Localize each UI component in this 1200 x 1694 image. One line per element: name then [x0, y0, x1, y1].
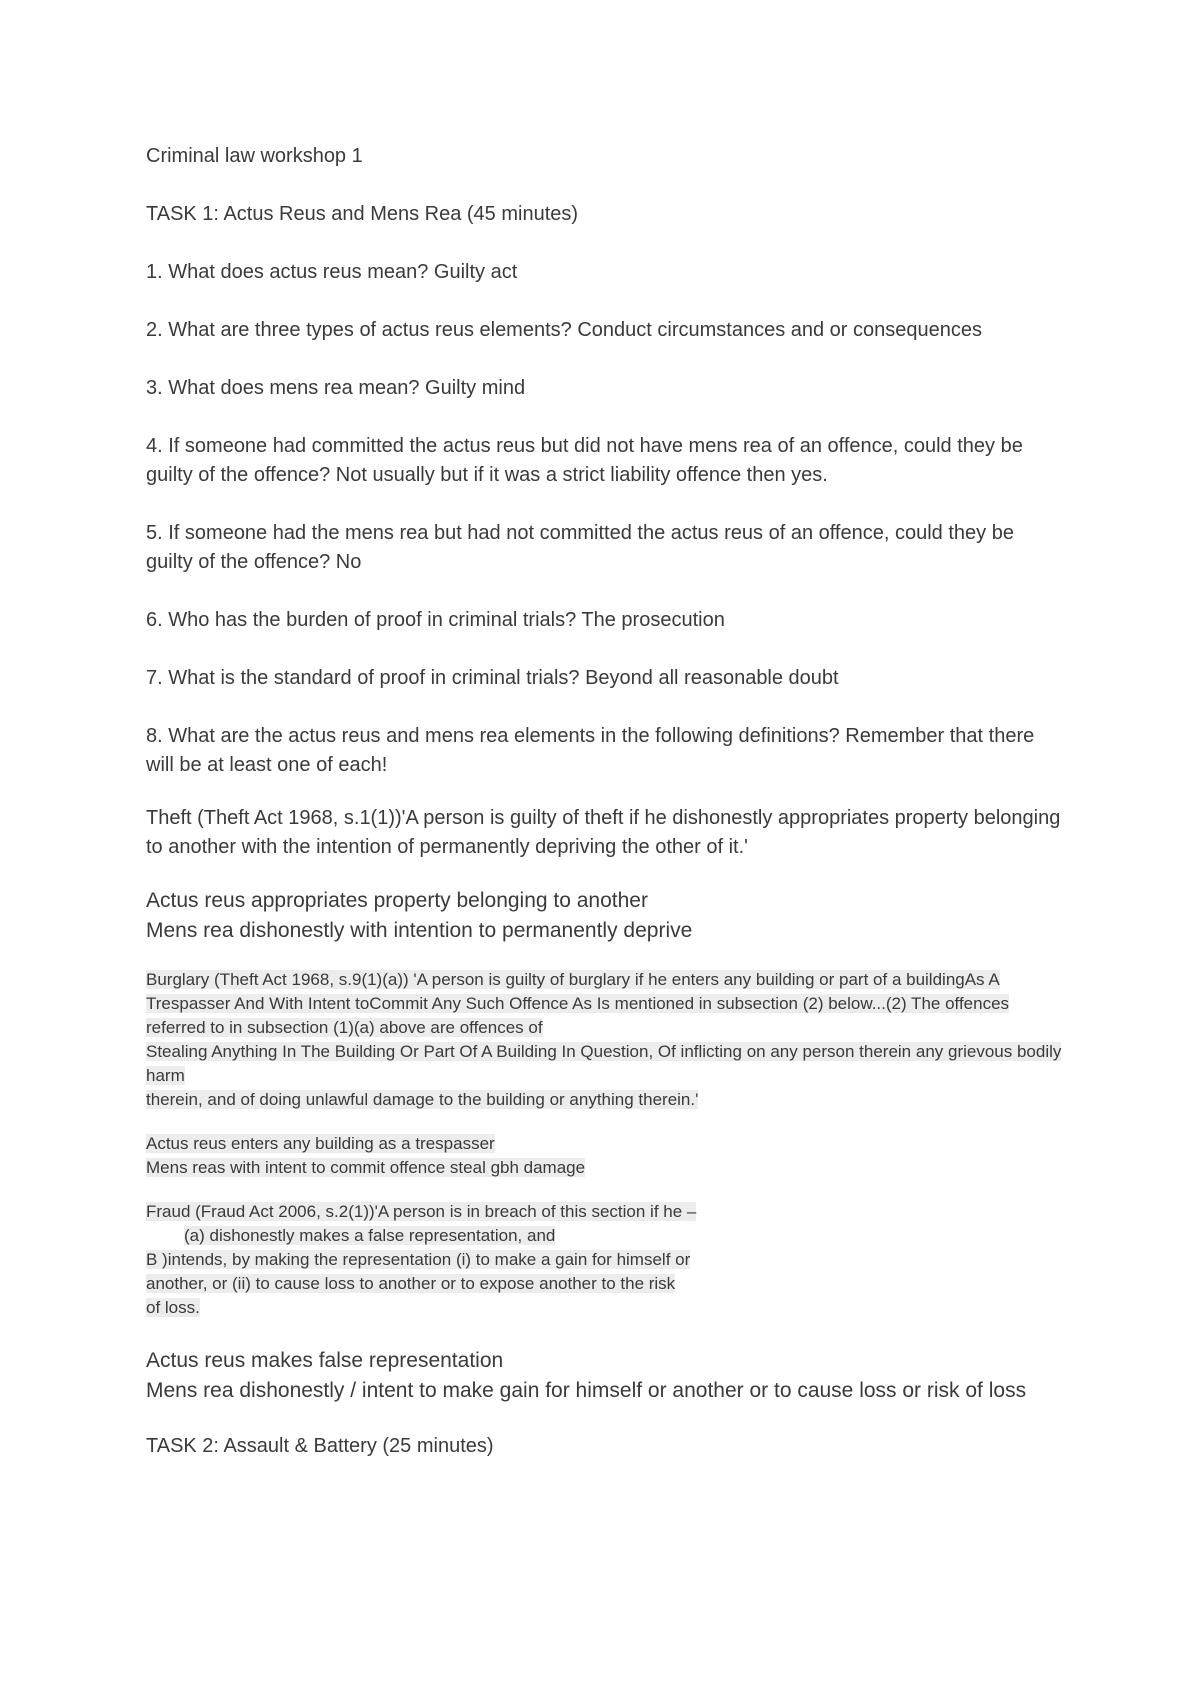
document-title: Criminal law workshop 1: [146, 145, 363, 167]
question-7: 7. What is the standard of proof in criminal trials? Beyond all reasonable doubt: [146, 667, 839, 689]
burglary-answers: [146, 1132, 1066, 1180]
fraud-def-line-2: (a) dishonestly makes a false representation, and: [184, 1226, 556, 1245]
fraud-def-line-3: B )intends, by making the representation (i) to make a gain for himself or: [146, 1250, 691, 1269]
fraud-def-line-4: another, or (ii) to cause loss to another or to expose another to the risk: [146, 1274, 676, 1293]
fraud-actus-reus: Actus reus makes false representation: [146, 1349, 504, 1372]
question-8: 8. What are the actus reus and mens rea elements in the following definitions? Remember that there will be at least one of each!: [146, 725, 1035, 776]
burglary-def-line-2: Stealing Anything In The Building Or Part Of A Building In Question, Of inflicting on any person therein any grievous bodily harm: [146, 1042, 1062, 1085]
question-5: 5. If someone had the mens rea but had not committed the actus reus of an offence, could they be guilty of the offence? No: [146, 522, 1014, 573]
burglary-actus-reus: Actus reus enters any building as a trespasser: [146, 1134, 495, 1153]
burglary-def-line-3: therein, and of doing unlawful damage to the building or anything therein.': [146, 1090, 699, 1109]
fraud-def-line-5: of loss.: [146, 1298, 200, 1317]
burglary-def-line-1: Burglary (Theft Act 1968, s.9(1)(a)) 'A person is guilty of burglary if he enters any building or part of a buildingAs A Trespasser And With Intent toCommit Any Such Offence As Is mentioned in subsection (2) below...(2) The offences referred to in subsection (1)(a) above are offences of: [146, 970, 1010, 1037]
fraud-mens-rea: Mens rea dishonestly / intent to make gain for himself or another or to cause loss or risk of loss: [146, 1379, 1027, 1402]
question-1: 1. What does actus reus mean? Guilty act: [146, 261, 518, 283]
fraud-definition: [146, 1200, 1066, 1320]
theft-definition: Theft (Theft Act 1968, s.1(1))'A person is guilty of theft if he dishonestly appropriates property belonging to another with the intention of permanently depriving the other of it.': [146, 807, 1061, 858]
task1-heading: TASK 1: Actus Reus and Mens Rea (45 minutes): [146, 203, 579, 225]
theft-mens-rea: Mens rea dishonestly with intention to permanently deprive: [146, 919, 693, 942]
question-6: 6. Who has the burden of proof in criminal trials? The prosecution: [146, 609, 725, 631]
theft-actus-reus: Actus reus appropriates property belonging to another: [146, 889, 648, 912]
burglary-mens-rea: Mens reas with intent to commit offence steal gbh damage: [146, 1158, 586, 1177]
task2-heading: TASK 2: Assault & Battery (25 minutes): [146, 1435, 494, 1457]
document-body: [146, 142, 1066, 1461]
question-3: 3. What does mens rea mean? Guilty mind: [146, 377, 526, 399]
fraud-def-line-1: Fraud (Fraud Act 2006, s.2(1))'A person is in breach of this section if he –: [146, 1202, 697, 1221]
question-4: 4. If someone had committed the actus reus but did not have mens rea of an offence, could they be guilty of the offence? Not usually but if it was a strict liability offence then yes.: [146, 435, 1023, 486]
question-2: 2. What are three types of actus reus elements? Conduct circumstances and or consequences: [146, 319, 982, 341]
burglary-definition: [146, 968, 1066, 1112]
